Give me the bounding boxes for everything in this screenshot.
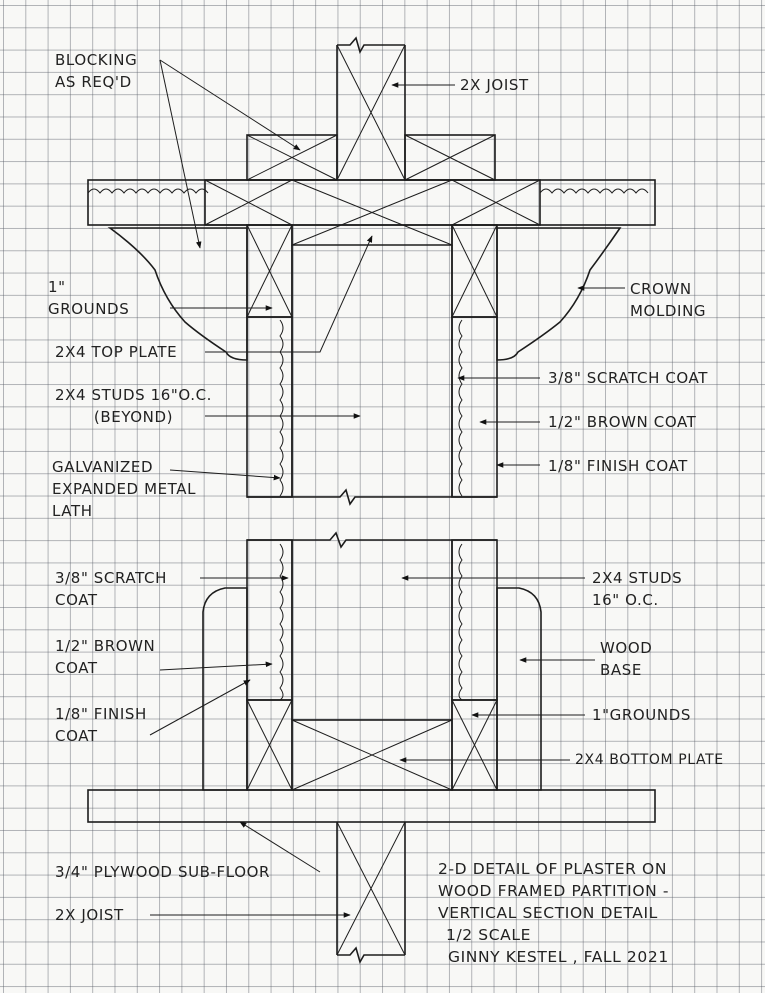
title-block xyxy=(438,858,669,968)
bottom-joist xyxy=(337,822,405,962)
blocking xyxy=(247,135,495,180)
label-lath: GALVANIZED EXPANDED METAL LATH xyxy=(52,458,197,520)
label-bottom-plate: 2X4 BOTTOM PLATE xyxy=(575,752,724,768)
label-grounds-top: 1" GROUNDS xyxy=(48,278,130,318)
label-finish-bot: 1/8" FINISH COAT xyxy=(55,705,147,745)
label-top-plate: 2X4 TOP PLATE xyxy=(55,343,178,361)
upper-wall xyxy=(247,245,497,504)
top-joist xyxy=(337,38,405,180)
subfloor xyxy=(88,790,655,822)
title-line-4: 1/2 SCALE xyxy=(446,926,531,944)
label-studs-beyond: 2X4 STUDS 16"O.C. (BEYOND) xyxy=(55,386,213,426)
title-line-1: 2-D DETAIL OF PLASTER ON xyxy=(438,860,668,878)
ceiling-plaster xyxy=(88,180,655,225)
label-subfloor: 3/4" PLYWOOD SUB-FLOOR xyxy=(55,863,271,881)
top-plate xyxy=(205,180,540,245)
crown-molding xyxy=(110,228,620,360)
label-brown-top: 1/2" BROWN COAT xyxy=(548,413,697,431)
lower-wall xyxy=(247,533,497,720)
label-studs-bot: 2X4 STUDS 16" O.C. xyxy=(592,569,683,609)
label-wood-base: WOOD BASE xyxy=(600,639,653,679)
label-blocking: BLOCKING AS REQ'D xyxy=(55,51,138,91)
label-finish-top: 1/8" FINISH COAT xyxy=(548,457,688,475)
bottom-plate xyxy=(247,700,497,790)
label-brown-bot: 1/2" BROWN COAT xyxy=(55,637,156,677)
title-line-5: GINNY KESTEL , FALL 2021 xyxy=(448,948,669,966)
title-line-2: WOOD FRAMED PARTITION - xyxy=(438,882,670,900)
label-grounds-bot: 1"GROUNDS xyxy=(592,706,691,724)
top-grounds xyxy=(247,225,497,317)
label-scratch-top: 3/8" SCRATCH COAT xyxy=(548,369,708,387)
label-joist-top: 2X JOIST xyxy=(460,76,529,94)
label-joist-bot: 2X JOIST xyxy=(55,906,124,924)
title-line-3: VERTICAL SECTION DETAIL xyxy=(438,904,658,922)
label-scratch-bot: 3/8" SCRATCH COAT xyxy=(55,569,167,609)
label-crown: CROWN MOLDING xyxy=(630,280,707,320)
